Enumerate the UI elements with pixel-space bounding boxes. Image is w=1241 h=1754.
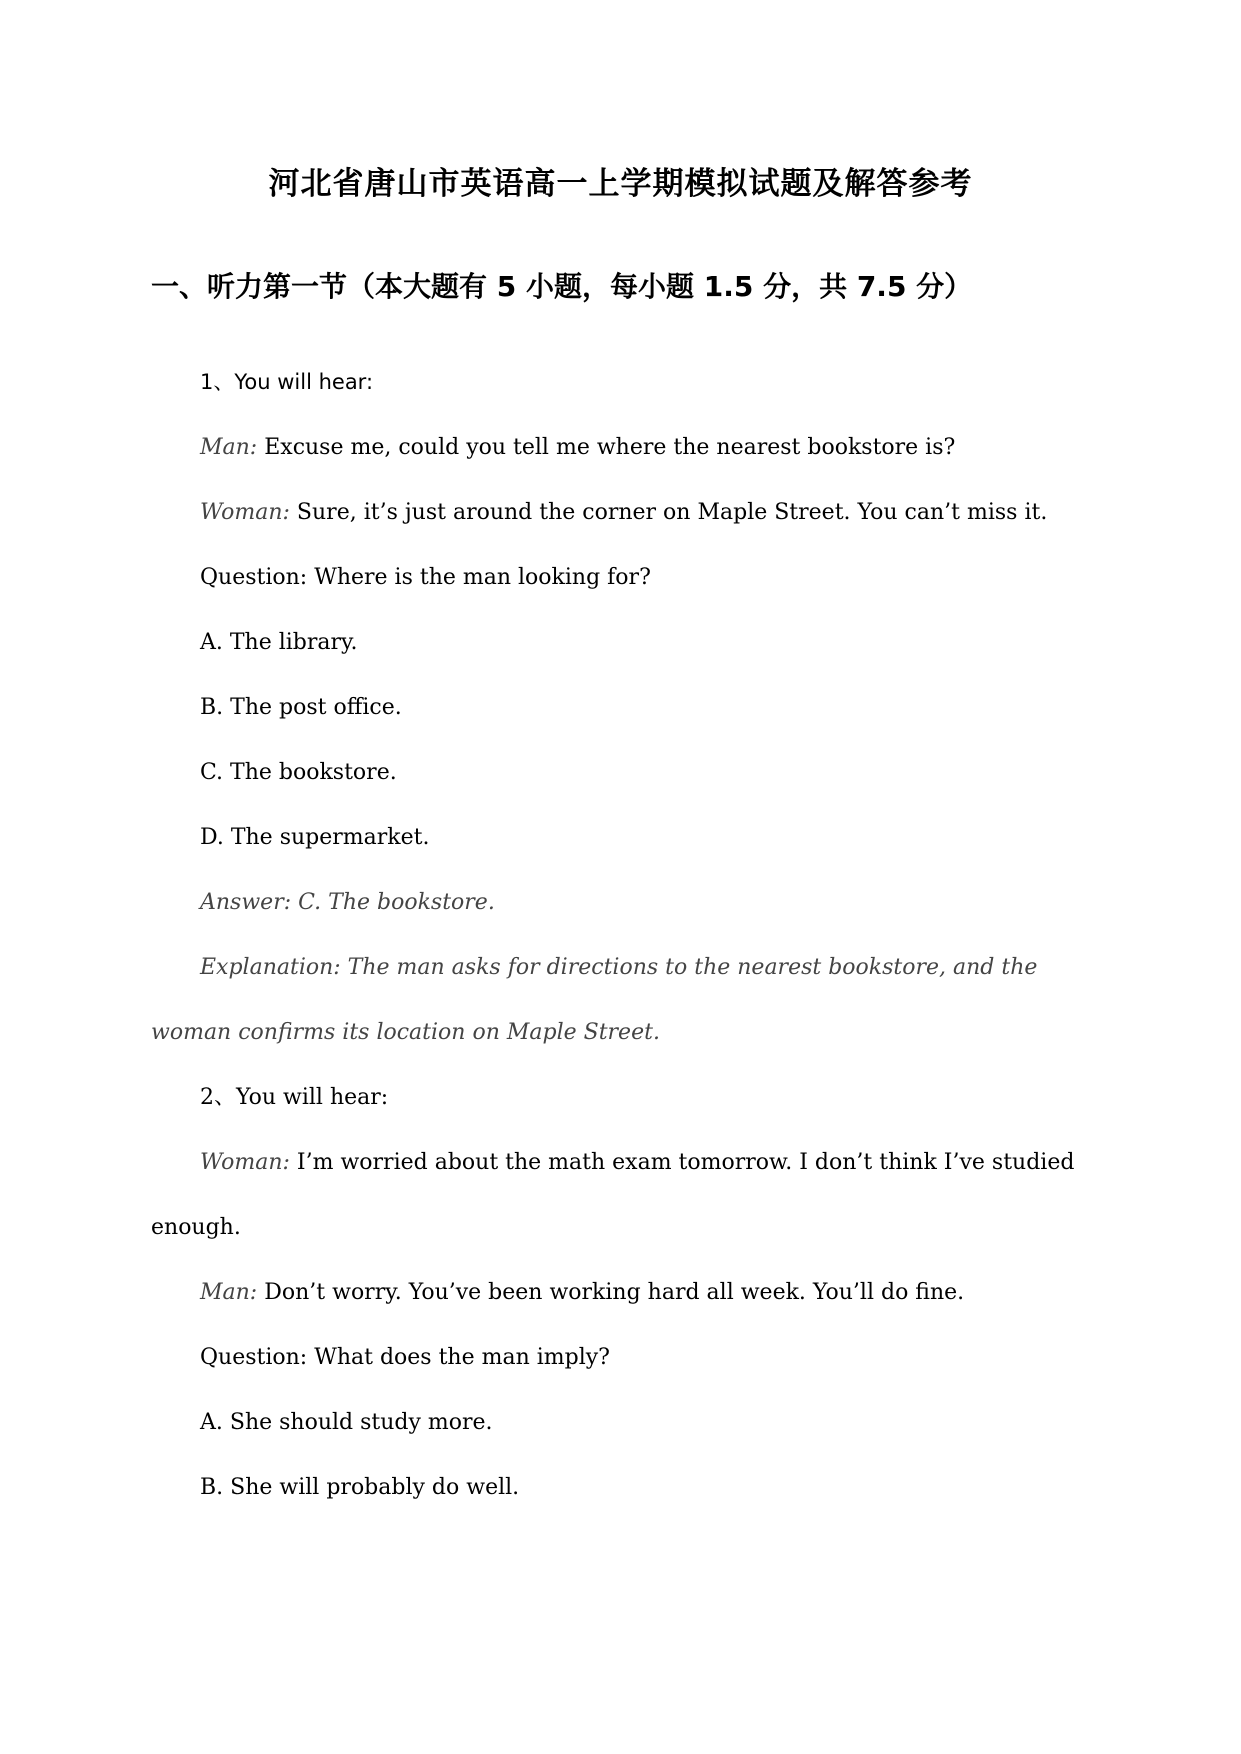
q2-dialogue-line-1 bbox=[151, 1130, 1099, 1260]
document-body bbox=[151, 350, 1099, 1520]
q1-answer: Answer: C. The bookstore. bbox=[200, 890, 495, 915]
q2-option-b: B. She will probably do well. bbox=[200, 1475, 520, 1500]
q1-speaker-woman: Woman: bbox=[200, 500, 290, 525]
q2-intro: 2、You will hear: bbox=[200, 1085, 389, 1110]
q2-question: Question: What does the man imply? bbox=[200, 1345, 610, 1370]
q1-dialogue-line-1 bbox=[151, 415, 1099, 480]
q1-line-2-text: Sure, it’s just around the corner on Maple Street. You can’t miss it. bbox=[289, 500, 1048, 525]
q1-line-1-text: Excuse me, could you tell me where the nearest bookstore is? bbox=[257, 435, 956, 460]
q1-question: Question: Where is the man looking for? bbox=[200, 565, 651, 590]
q1-option-c: C. The bookstore. bbox=[200, 760, 397, 785]
q2-dialogue-line-2 bbox=[151, 1260, 1099, 1325]
q1-option-d: D. The supermarket. bbox=[200, 825, 430, 850]
q1-explanation: Explanation: The man asks for directions to the nearest bookstore, and the woman confirms its location on Maple Street. bbox=[151, 955, 1038, 1045]
section-heading: 一、听力第一节（本大题有 5 小题，每小题 1.5 分，共 7.5 分） bbox=[151, 270, 973, 303]
q1-dialogue-line-2 bbox=[151, 480, 1099, 545]
q2-option-a: A. She should study more. bbox=[200, 1410, 493, 1435]
q2-line-2-text: Don’t worry. You’ve been working hard all week. You’ll do fine. bbox=[257, 1280, 965, 1305]
q2-speaker-man: Man: bbox=[200, 1280, 258, 1305]
q2-speaker-woman: Woman: bbox=[200, 1150, 290, 1175]
q1-speaker-man: Man: bbox=[200, 435, 258, 460]
document-title: 河北省唐山市英语高一上学期模拟试题及解答参考 bbox=[268, 166, 973, 202]
q2-line-1-text: I’m worried about the math exam tomorrow. I don’t think I’ve studied enough. bbox=[151, 1150, 1075, 1240]
q1-option-a: A. The library. bbox=[200, 630, 358, 655]
q1-intro: 1、You will hear: bbox=[200, 370, 374, 394]
q1-option-b: B. The post office. bbox=[200, 695, 402, 720]
